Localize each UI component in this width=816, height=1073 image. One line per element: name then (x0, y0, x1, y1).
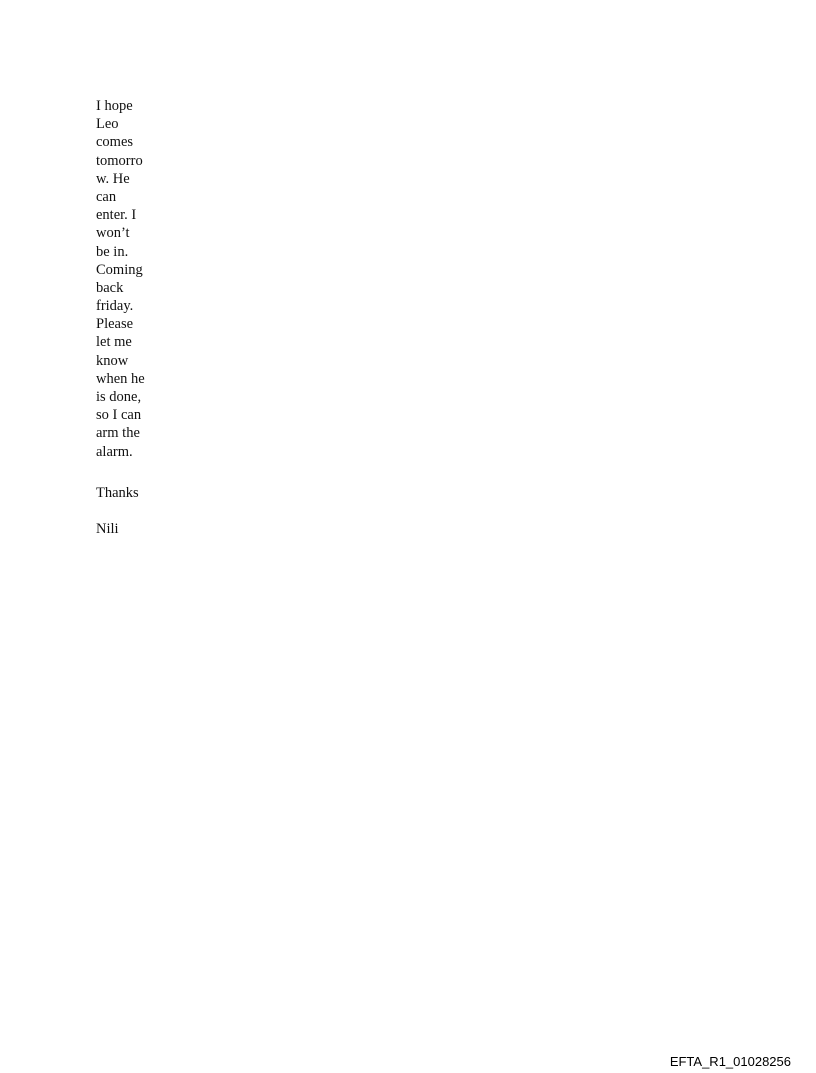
message-line: Please (96, 316, 134, 333)
message-line: comes (96, 134, 134, 151)
message-line: w. He (96, 170, 130, 187)
message-line: is done, (96, 389, 142, 405)
document-id: EFTA_R1_01028256 (669, 1054, 791, 1069)
message-line: arm the (96, 425, 140, 442)
message-line: tomorro (96, 152, 143, 169)
message-line: can (96, 188, 117, 205)
message-line: when he (96, 370, 145, 387)
message-line: back (96, 279, 124, 296)
signature-name: Nili (96, 521, 119, 537)
message-body (96, 97, 145, 461)
closing-text: Thanks (96, 485, 139, 501)
message-line: enter. I (96, 207, 137, 224)
message-line: I hope (96, 98, 133, 114)
message-line: alarm. (96, 443, 133, 460)
message-line: let me (96, 334, 132, 351)
message-line: so I can (96, 407, 142, 424)
message-line: Coming (96, 261, 143, 278)
message-line: won’t (96, 225, 130, 242)
message-line: friday. (96, 298, 134, 315)
message-line: be in. (96, 243, 129, 260)
message-line: Leo (96, 116, 119, 133)
message-line: know (96, 352, 129, 369)
